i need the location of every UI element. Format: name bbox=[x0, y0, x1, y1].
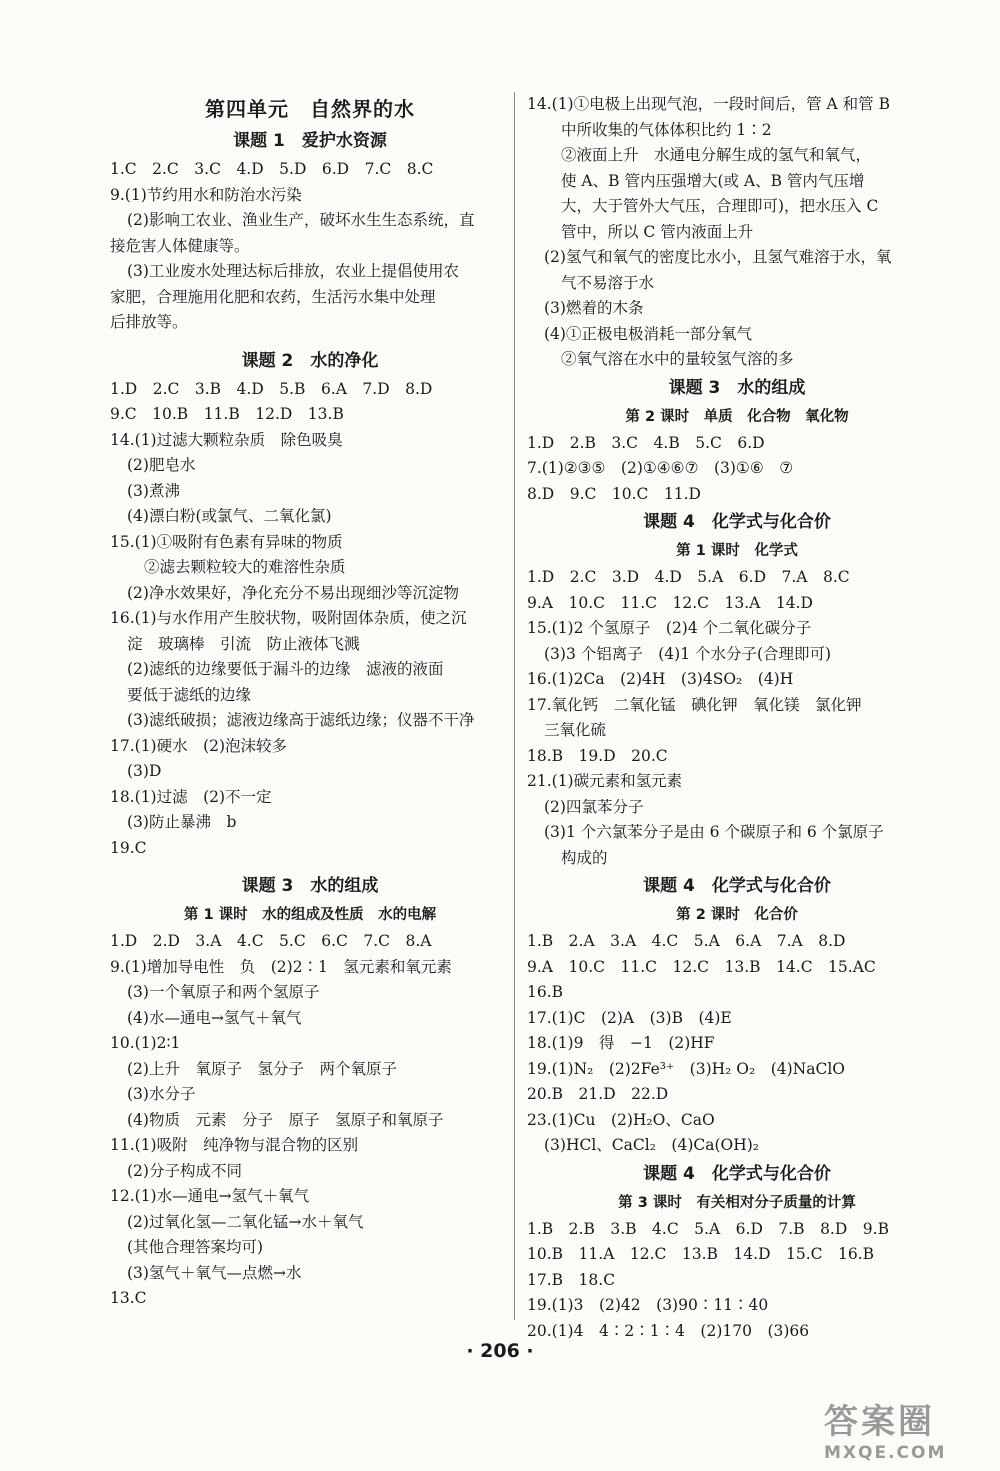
answer-line: 1.D 2.C 3.B 4.D 5.B 6.A 7.D 8.D bbox=[110, 379, 433, 398]
answer-line: 16.(1)2Ca (2)4H (3)4SO₂ (4)H bbox=[527, 670, 794, 688]
answer-line: 16.(1)与水作用产生胶状物，吸附固体杂质，使之沉 bbox=[110, 609, 467, 627]
left-column bbox=[110, 92, 510, 1312]
answer-line: (3)防止暴沸 b bbox=[127, 813, 237, 831]
answer-line: (3)水分子 bbox=[127, 1085, 196, 1103]
answer-line: (3)氢气＋氧气—点燃→水 bbox=[127, 1263, 302, 1282]
answer-line: 9.(1)节约用水和防治水污染 bbox=[110, 185, 302, 204]
answer-line: (3)煮沸 bbox=[127, 481, 180, 500]
answer-line: 18.(1)过滤 (2)不一定 bbox=[110, 787, 272, 806]
answer-line: 大，大于管外大气压，合理即可)，把水压入 C bbox=[561, 197, 879, 215]
answer-line: 家肥，合理施用化肥和农药，生活污水集中处理 bbox=[110, 287, 436, 306]
answer-line: 9.(1)增加导电性 负 (2)2∶1 氢元素和氧元素 bbox=[110, 957, 452, 976]
answer-line: (3)D bbox=[127, 762, 162, 780]
answer-line: (3)HCl、CaCl₂ (4)Ca(OH)₂ bbox=[544, 1136, 760, 1154]
answer-line: 8.D 9.C 10.C 11.D bbox=[527, 484, 701, 503]
answer-line: 淀 玻璃棒 引流 防止液体飞溅 bbox=[127, 634, 360, 653]
lesson-title: 课题 2 水的净化 bbox=[241, 350, 379, 371]
answer-line: 7.(1)②③⑤ (2)①④⑥⑦ (3)①⑥ ⑦ bbox=[527, 459, 794, 477]
answer-line: 17.(1)C (2)A (3)B (4)E bbox=[527, 1008, 732, 1027]
answer-line: 构成的 bbox=[561, 848, 608, 867]
watermark-logo bbox=[824, 1394, 946, 1463]
answer-line: ②氧气溶在水中的量较氢气溶的多 bbox=[561, 350, 794, 368]
answer-line: 17.氧化钙 二氧化锰 碘化钾 氧化镁 氯化钾 bbox=[527, 695, 862, 714]
answer-line: 1.D 2.C 3.D 4.D 5.A 6.D 7.A 8.C bbox=[527, 568, 850, 586]
watermark-text: 答案圈 bbox=[824, 1402, 935, 1442]
answer-line: (4)①正极电极消耗一部分氧气 bbox=[544, 324, 752, 343]
answer-line: 要低于滤纸的边缘 bbox=[127, 685, 252, 704]
answer-line: (4)漂白粉(或氯气、二氧化氯) bbox=[127, 507, 332, 525]
page-number: · 206 · bbox=[466, 1340, 534, 1362]
answer-line: 12.(1)水—通电→氢气＋氧气 bbox=[110, 1187, 310, 1205]
answer-line: (3)工业废水处理达标后排放，农业上提倡使用农 bbox=[127, 262, 459, 280]
answer-line: (2)滤纸的边缘要低于漏斗的边缘 滤液的液面 bbox=[127, 660, 444, 678]
answer-line: 三氧化硫 bbox=[544, 721, 607, 739]
column-divider bbox=[514, 92, 515, 1320]
lesson-title: 课题 4 化学式与化合价 bbox=[643, 876, 831, 896]
answer-line: (2)过氧化氢—二氧化锰→水＋氧气 bbox=[127, 1212, 364, 1231]
answer-line: 使 A、B 管内压强增大(或 A、B 管内气压增 bbox=[561, 171, 865, 190]
answer-line: 接危害人体健康等。 bbox=[110, 236, 250, 255]
answer-line: 气不易溶于水 bbox=[561, 273, 655, 292]
lesson-title: 课题 3 水的组成 bbox=[668, 377, 806, 398]
lesson-title: 课题 1 爱护水资源 bbox=[233, 131, 387, 151]
right-column bbox=[527, 92, 947, 1344]
answer-line: (2)氢气和氧气的密度比水小，且氢气难溶于水，氧 bbox=[544, 248, 892, 266]
answer-line: 19.(1)3 (2)42 (3)90∶11∶40 bbox=[527, 1296, 769, 1314]
answer-line: 18.(1)9 得 −1 (2)HF bbox=[527, 1034, 715, 1052]
answer-line: 1.B 2.A 3.A 4.C 5.A 6.A 7.A 8.D bbox=[527, 932, 846, 950]
answer-line: 14.(1)①电极上出现气泡，一段时间后，管 A 和管 B bbox=[527, 95, 890, 113]
answer-line: (3)1 个六氯苯分子是由 6 个碳原子和 6 个氯原子 bbox=[544, 823, 884, 841]
unit-title: 第四单元 自然界的水 bbox=[205, 97, 415, 121]
answer-line: 10.B 11.A 12.C 13.B 14.D 15.C 16.B bbox=[527, 1245, 875, 1263]
answer-line: 15.(1)①吸附有色素有异味的物质 bbox=[110, 532, 343, 551]
answer-line: 17.(1)硬水 (2)泡沫较多 bbox=[110, 736, 288, 755]
answer-line: 后排放等。 bbox=[110, 313, 188, 331]
answer-line: 9.C 10.B 11.B 12.D 13.B bbox=[110, 405, 344, 423]
answer-line: 1.B 2.B 3.B 4.C 5.A 6.D 7.B 8.D 9.B bbox=[527, 1219, 889, 1238]
answer-line: 17.B 18.C bbox=[527, 1270, 616, 1289]
answer-line: (4)水—通电→氢气＋氧气 bbox=[127, 1008, 302, 1027]
answer-line: 19.(1)N₂ (2)2Fe³⁺ (3)H₂ O₂ (4)NaClO bbox=[527, 1059, 845, 1078]
answer-line: 中所收集的气体体积比约 1∶2 bbox=[561, 120, 772, 139]
answer-line: 21.(1)碳元素和氢元素 bbox=[527, 772, 683, 790]
period-subtitle: 第 2 课时 化合价 bbox=[676, 907, 798, 923]
answer-line: (3)3 个铝离子 (4)1 个水分子(合理即可) bbox=[544, 644, 832, 663]
answer-line: 9.A 10.C 11.C 12.C 13.B 14.C 15.AC bbox=[527, 957, 876, 976]
answer-line: 23.(1)Cu (2)H₂O、CaO bbox=[527, 1110, 715, 1129]
answer-line: 20.(1)4 4∶2∶1∶4 (2)170 (3)66 bbox=[527, 1321, 810, 1340]
answer-line: (其他合理答案均可) bbox=[127, 1238, 264, 1256]
answer-line: (4)物质 元素 分子 原子 氢原子和氧原子 bbox=[127, 1110, 444, 1129]
watermark-url: MXQE.COM bbox=[824, 1443, 947, 1463]
answer-line: 11.(1)吸附 纯净物与混合物的区别 bbox=[110, 1136, 359, 1154]
answer-line: 9.A 10.C 11.C 12.C 13.A 14.D bbox=[527, 593, 813, 612]
answer-line: 1.D 2.B 3.C 4.B 5.C 6.D bbox=[527, 433, 765, 452]
period-subtitle: 第 1 课时 水的组成及性质 水的电解 bbox=[183, 907, 437, 923]
answer-line: 13.C bbox=[110, 1289, 147, 1307]
answer-line: ②滤去颗粒较大的难溶性杂质 bbox=[144, 558, 346, 576]
answer-line: ②液面上升 水通电分解生成的氢气和氧气， bbox=[561, 146, 872, 164]
answer-line: (2)影响工农业、渔业生产，破坏水生生态系统，直 bbox=[127, 211, 475, 229]
answer-line: 19.C bbox=[110, 838, 147, 857]
answer-line: (2)四氯苯分子 bbox=[544, 797, 644, 816]
answer-line: 16.B bbox=[527, 983, 564, 1001]
answer-line: 10.(1)2∶1 bbox=[110, 1034, 181, 1052]
spacer bbox=[110, 861, 510, 871]
answer-line: 1.C 2.C 3.C 4.D 5.D 6.D 7.C 8.C bbox=[110, 160, 434, 178]
answer-line: (3)燃着的木条 bbox=[544, 299, 644, 317]
answer-line: 18.B 19.D 20.C bbox=[527, 746, 668, 765]
lesson-title: 课题 4 化学式与化合价 bbox=[643, 1163, 831, 1184]
period-subtitle: 第 1 课时 化学式 bbox=[676, 543, 798, 559]
period-subtitle: 第 3 课时 有关相对分子质量的计算 bbox=[618, 1194, 856, 1211]
answer-line: 14.(1)过滤大颗粒杂质 除色吸臭 bbox=[110, 430, 343, 449]
answer-line: (3)一个氧原子和两个氢原子 bbox=[127, 983, 320, 1001]
period-subtitle: 第 2 课时 单质 化合物 氧化物 bbox=[625, 408, 849, 425]
answer-line: (2)分子构成不同 bbox=[127, 1161, 242, 1180]
answer-line: 管中，所以 C 管内液面上升 bbox=[561, 222, 754, 241]
answer-line: 1.D 2.D 3.A 4.C 5.C 6.C 7.C 8.A bbox=[110, 932, 432, 950]
lesson-title: 课题 4 化学式与化合价 bbox=[643, 512, 831, 532]
spacer bbox=[110, 336, 510, 346]
answer-line: (2)肥皂水 bbox=[127, 456, 196, 474]
lesson-title: 课题 3 水的组成 bbox=[241, 876, 379, 896]
answer-line: (2)净水效果好，净化充分不易出现细沙等沉淀物 bbox=[127, 583, 459, 602]
answer-line: 20.B 21.D 22.D bbox=[527, 1085, 669, 1103]
answer-line: 15.(1)2 个氢原子 (2)4 个二氧化碳分子 bbox=[527, 619, 812, 637]
answer-line: (2)上升 氧原子 氢分子 两个氧原子 bbox=[127, 1059, 397, 1078]
answer-line: (3)滤纸破损；滤液边缘高于滤纸边缘；仪器不干净 bbox=[127, 711, 475, 729]
